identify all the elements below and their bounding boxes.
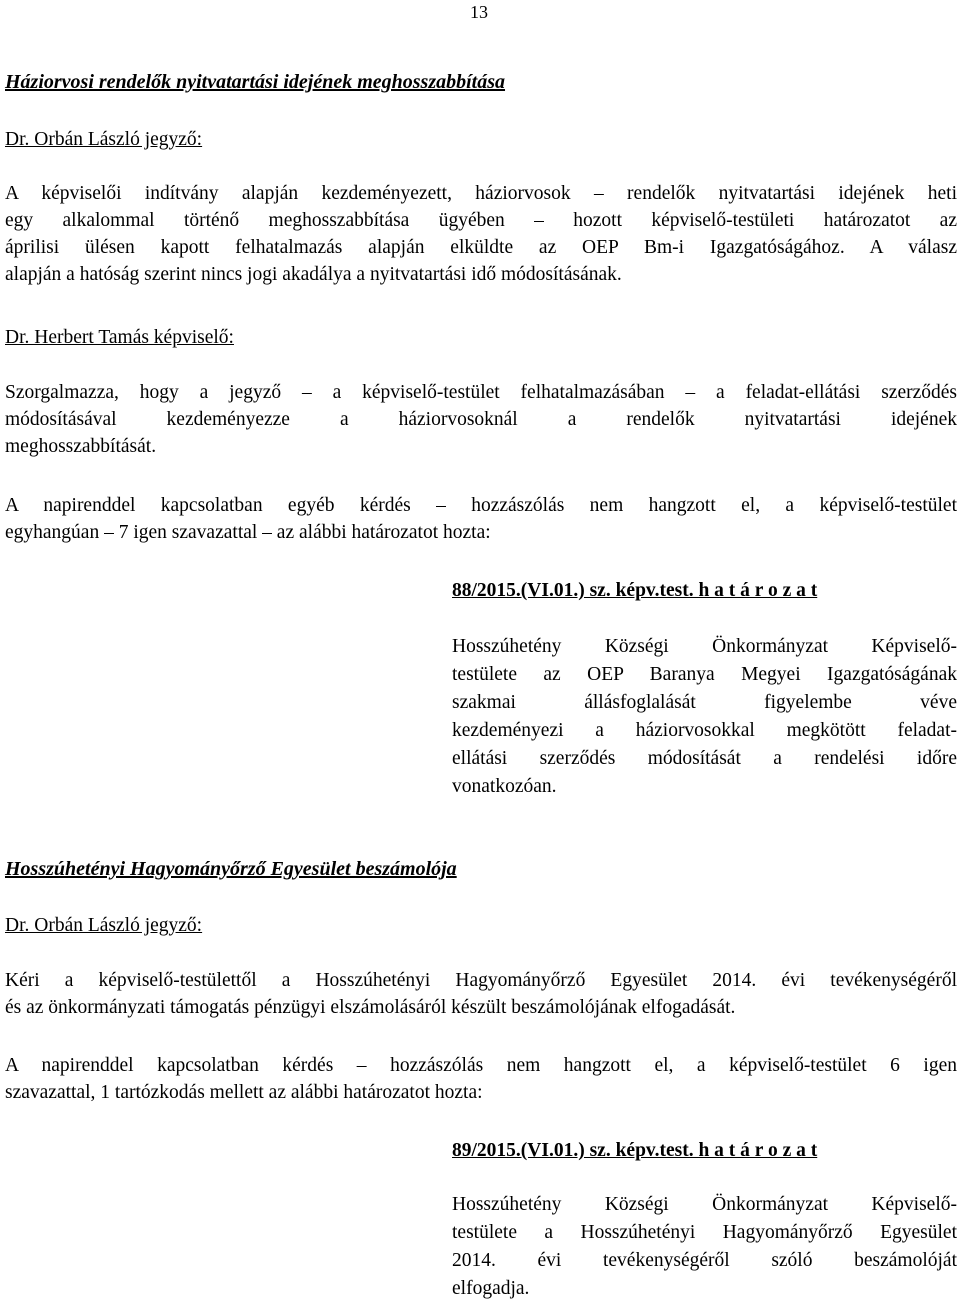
text-line: Szorgalmazza, hogy a jegyző – a képviselő-testület felhatalmazásában – a feladat-ellátási szerződés <box>5 382 957 403</box>
paragraph <box>5 379 957 460</box>
text-line: vonatkozóan. <box>452 776 557 797</box>
text-line: egyhangúan – 7 igen szavazattal – az alábbi határozatot hozta: <box>5 522 491 543</box>
text-line: Hosszúhetény Községi Önkormányzat Képviselő- <box>452 1194 957 1215</box>
text-line: és az önkormányzati támogatás pénzügyi elszámolásáról készült beszámolójának elfogadását. <box>5 997 736 1018</box>
text-line: meghosszabbítását. <box>5 436 157 457</box>
text-line: A napirenddel kapcsolatban egyéb kérdés – hozzászólás nem hangzott el, a képviselő-testület <box>5 495 957 516</box>
resolution-title: 88/2015.(VI.01.) sz. képv.test. h a t á r o z a t <box>452 580 818 601</box>
page-number: 13 <box>470 2 488 22</box>
resolution-text <box>452 633 957 801</box>
text-line: testülete az OEP Baranya Megyei Igazgatóságának <box>452 664 957 685</box>
speaker-label: Dr. Orbán László jegyző: <box>5 129 203 150</box>
speaker-label: Dr. Orbán László jegyző: <box>5 915 203 936</box>
paragraph <box>5 492 957 546</box>
text-line: kezdeményezi a háziorvosokkal megkötött feladat- <box>452 720 957 741</box>
text-line: alapján a hatóság szerint nincs jogi akadálya a nyitvatartási idő módosításának. <box>5 264 622 285</box>
text-line: egy alkalommal történő meghosszabbítása ügyében – hozott képviselő-testületi határozatot az <box>5 210 957 231</box>
text-line: szakmai állásfoglalását figyelembe véve <box>452 692 957 713</box>
text-line: A képviselői indítvány alapján kezdeményezett, háziorvosok – rendelők nyitvatartási idejének heti <box>5 183 957 204</box>
text-line: ellátási szerződés módosítását a rendelési időre <box>452 748 957 769</box>
text-line: elfogadja. <box>452 1278 530 1299</box>
text-line: Hosszúhetény Községi Önkormányzat Képviselő- <box>452 636 957 657</box>
text-line: módosításával kezdeményezze a háziorvosoknál a rendelők nyitvatartási idejének <box>5 409 957 430</box>
section-heading: Háziorvosi rendelők nyitvatartási idejének meghosszabbítása <box>5 71 506 93</box>
text-line: szavazattal, 1 tartózkodás mellett az alábbi határozatot hozta: <box>5 1082 483 1103</box>
text-line: Kéri a képviselő-testülettől a Hosszúhetényi Hagyományőrző Egyesület 2014. évi tevékenységéről <box>5 970 957 991</box>
section-heading: Hosszúhetényi Hagyományőrző Egyesület beszámolója <box>5 858 457 880</box>
speaker-label: Dr. Herbert Tamás képviselő: <box>5 327 234 348</box>
resolution-text <box>452 1191 957 1303</box>
paragraph <box>5 967 957 1021</box>
text-line: áprilisi ülésen kapott felhatalmazás alapján elküldte az OEP Bm-i Igazgatóságához. A válasz <box>5 237 957 258</box>
paragraph <box>5 180 957 288</box>
text-line: A napirenddel kapcsolatban kérdés – hozzászólás nem hangzott el, a képviselő-testület 6 igen <box>5 1055 957 1076</box>
paragraph <box>5 1052 957 1106</box>
resolution-title: 89/2015.(VI.01.) sz. képv.test. h a t á r o z a t <box>452 1140 818 1161</box>
text-line: 2014. évi tevékenységéről szóló beszámolóját <box>452 1250 957 1271</box>
text-line: testülete a Hosszúhetényi Hagyományőrző Egyesület <box>452 1222 957 1243</box>
